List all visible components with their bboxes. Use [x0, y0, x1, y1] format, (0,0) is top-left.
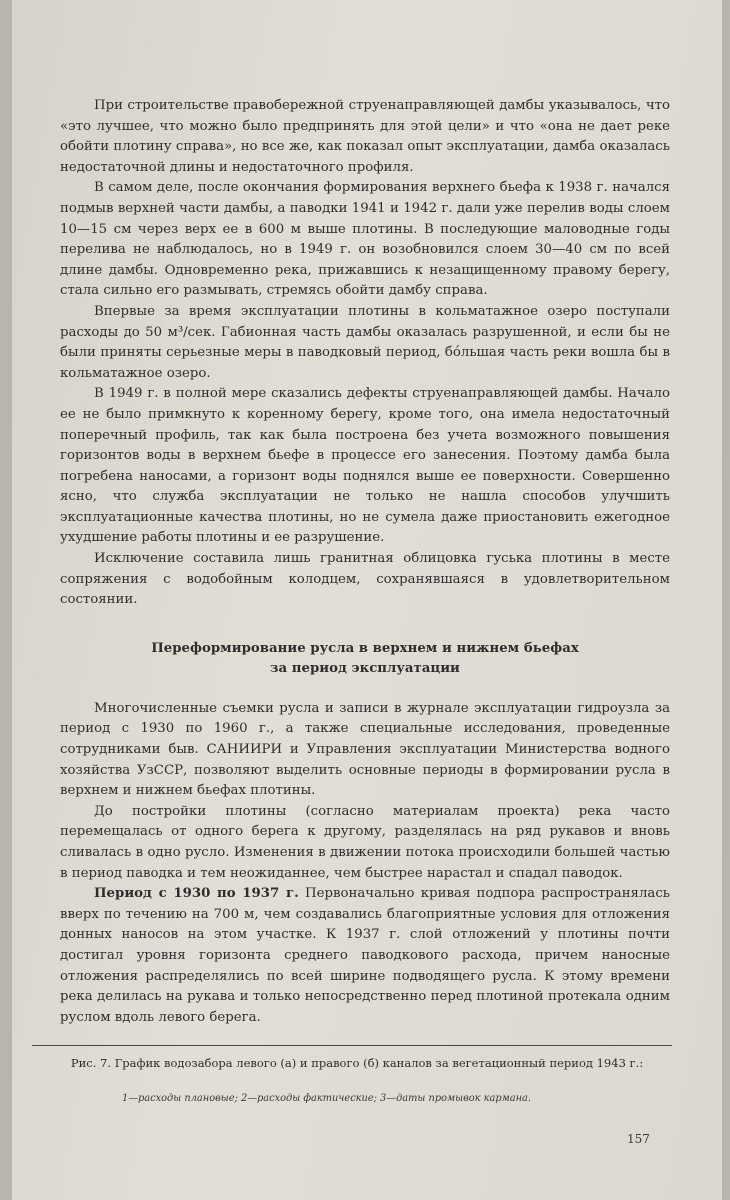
book-page — [12, 0, 722, 1200]
divider — [32, 1045, 672, 1046]
figure-caption: Рис. 7. График водозабора левого (а) и правого (б) каналов за вегетационный период 1943 г.: — [70, 1056, 644, 1070]
paragraph: Исключение составила лишь гранитная облицовка гуська плотины в месте сопряжения с водобойным колодцем, сохранявшаяся в удовлетворительном состоянии. — [60, 551, 670, 608]
paragraph: В 1949 г. в полной мере сказались дефекты струенаправляющей дамбы. Начало ее не было примкнуто к коренному берегу, кроме того, она имела недостаточный поперечный профиль, так как была построена без учета возможного повышения горизонтов воды в верхнем бьефе в процессе его занесения. Поэтому дамба была погребена наносами, а горизонт воды поднялся выше ее поверхности. Совершенно ясно, что служба эксплуатации не только не нашла способов улучшить эксплуатационные качества плотины, но не сумела даже приостановить ежегодное ухудшение работы плотины и ее разрушение. — [60, 386, 670, 546]
main-text — [60, 96, 670, 1028]
paragraph: Впервые за время эксплуатации плотины в кольматажное озеро поступали расходы до 50 м³/сек. Габионная часть дамбы оказалась разрушенной, и если бы не были приняты серьезные меры в паводковый период, бóльшая часть реки вошла бы в кольматажное озеро. — [60, 303, 670, 381]
section-heading-line: за период эксплуатации — [270, 660, 460, 676]
figure-legend: 1—расходы плановые; 2—расходы фактические; 3—даты промывок кармана. — [122, 1093, 531, 1104]
paragraph — [60, 884, 670, 1028]
section-heading — [60, 639, 670, 679]
paragraph: До постройки плотины (согласно материалам проекта) река часто перемещалась от одного берега к другому, разделялась на ряд рукавов и вновь сливалась в одно русло. Изменения в движении потока происходили большей частью в период паводка и тем неожиданнее, чем быстрее нарастал и спадал паводок. — [60, 803, 670, 881]
paragraph: В самом деле, после окончания формирования верхнего бьефа к 1938 г. начался подмыв верхней части дамбы, а паводки 1941 и 1942 г. дали уже перелив воды слоем 10—15 см через верх ее в 600 м выше плотины. В последующие маловодные годы перелива не наблюдалось, но в 1949 г. он возобновился слоем 30—40 см по всей длине дамбы. Одновременно река, прижавшись к незащищенному правому берегу, стала сильно его размывать, стремясь обойти дамбу справа. — [60, 180, 670, 299]
section-heading-line: Переформирование русла в верхнем и нижнем бьефах — [151, 640, 579, 656]
period-text: Первоначально кривая подпора распространялась вверх по течению на 700 м, чем создавались благоприятные условия для отложения донных наносов на этом участке. К 1937 г. слой отложений у плотины почти достигал уровня горизонта среднего паводкового расхода, причем наносные отложения распределялись по всей ширине подводящего русла. К этому времени река делилась на рукава и только непосредственно перед плотиной протекала одним руслом вдоль левого берега. — [60, 886, 671, 1025]
page-number: 157 — [627, 1132, 650, 1146]
paragraph: Многочисленные съемки русла и записи в журнале эксплуатации гидроузла за период с 1930 по 1960 г., а также специальные исследования, проведенные сотрудниками быв. САНИИРИ и Управления эксплуатации Министерства водного хозяйства УзССР, позволяют выделить основные периоды в формировании русла в верхнем и нижнем бьефах плотины. — [60, 700, 670, 799]
paragraph: При строительстве правобережной струенаправляющей дамбы указывалось, что «это лучшее, что можно было предпринять для этой цели» и что «она не дает реке обойти плотину справа», но все же, как показал опыт эксплуатации, дамба оказалась недостаточной длины и недостаточного профиля. — [60, 98, 670, 175]
period-lead: Период с 1930 по 1937 г. — [94, 886, 299, 902]
